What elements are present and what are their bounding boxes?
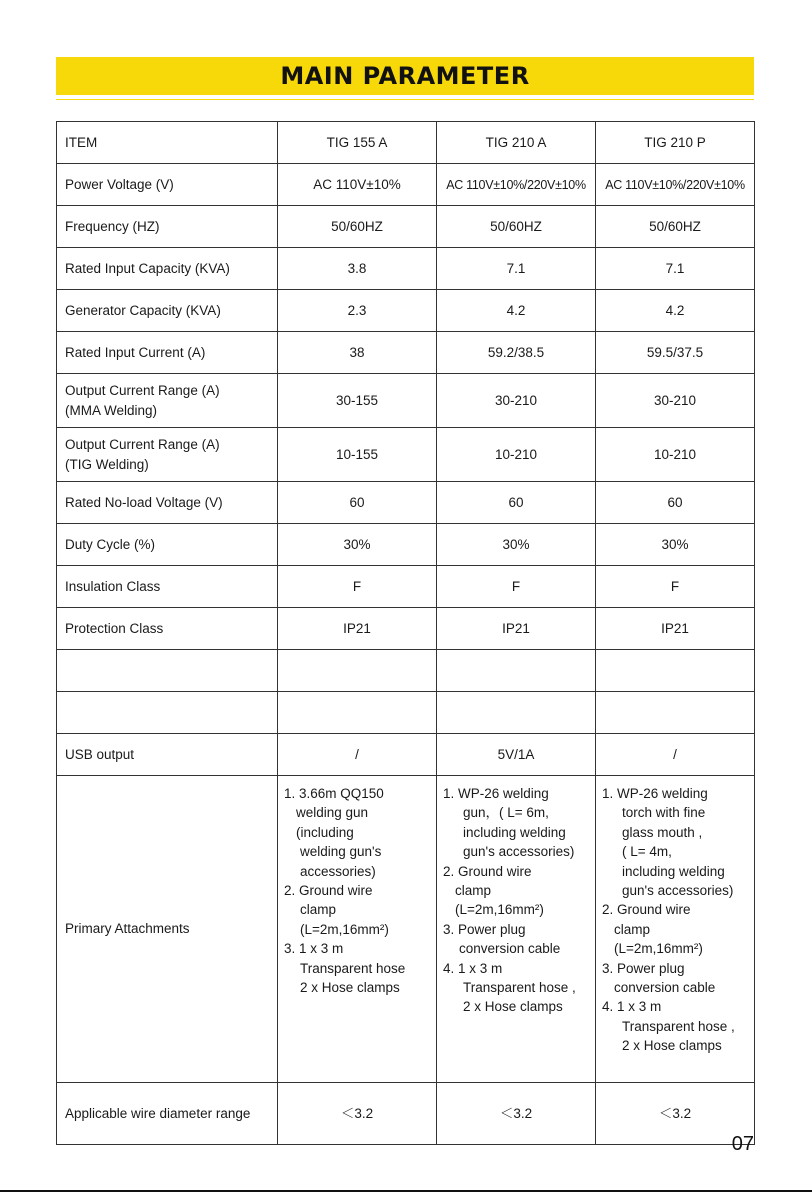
table-cell: 60 [437, 482, 596, 524]
table-cell: 59.5/37.5 [596, 332, 755, 374]
table-cell: 30-210 [596, 374, 755, 428]
table-row [57, 332, 755, 374]
attachment-line: 3. Power plug [443, 921, 526, 937]
table-cell: F [437, 566, 596, 608]
attachment-line: welding gun [296, 805, 369, 821]
attachment-line: 3. Power plug [602, 960, 685, 976]
table-row [57, 206, 755, 248]
table-cell: IP21 [596, 608, 755, 650]
attachment-line: clamp [614, 921, 651, 937]
attachment-line: gun's accessories) [622, 883, 734, 899]
table-cell: 50/60HZ [278, 206, 437, 248]
table-row [57, 734, 755, 776]
table-cell: F [278, 566, 437, 608]
table-cell: / [596, 734, 755, 776]
attachment-line: (L=2m,16mm²) [455, 902, 544, 918]
table-cell: 59.2/38.5 [437, 332, 596, 374]
table-cell: 60 [596, 482, 755, 524]
table-cell: IP21 [278, 608, 437, 650]
row-label: Duty Cycle (%) [57, 524, 278, 566]
row-label-line: (TIG Welding) [65, 456, 149, 472]
attachment-line: conversion cable [614, 980, 716, 996]
banner-underline [56, 99, 754, 100]
table-cell-empty [278, 692, 437, 734]
row-label-line: Output Current Range (A) [65, 436, 220, 452]
table-row [57, 290, 755, 332]
table-cell: 7.1 [596, 248, 755, 290]
table-row-empty [57, 692, 755, 734]
row-label: Rated No-load Voltage (V) [57, 482, 278, 524]
table-cell: ＜3.2 [278, 1083, 437, 1145]
table-cell-empty [57, 650, 278, 692]
attachments-tig155a [278, 776, 437, 1083]
table-cell: 5V/1A [437, 734, 596, 776]
table-row [57, 428, 755, 482]
table-cell: AC 110V±10% [278, 164, 437, 206]
attachment-line: 1. WP-26 welding [443, 786, 549, 801]
attachment-line: 1. 3.66m QQ150 [284, 786, 384, 801]
table-row [57, 608, 755, 650]
row-label: Primary Attachments [57, 776, 278, 1083]
row-label: Generator Capacity (KVA) [57, 290, 278, 332]
table-cell: AC 110V±10%/220V±10% [437, 164, 596, 206]
attachment-line: clamp [455, 883, 492, 899]
table-row [57, 374, 755, 428]
table-cell: IP21 [437, 608, 596, 650]
table-cell: 2.3 [278, 290, 437, 332]
attachment-line: 2 x Hose clamps [622, 1038, 722, 1054]
row-label: Applicable wire diameter range [57, 1083, 278, 1145]
table-cell-empty [437, 692, 596, 734]
row-label: Frequency (HZ) [57, 206, 278, 248]
attachment-line: (L=2m,16mm²) [300, 921, 389, 937]
table-cell: 7.1 [437, 248, 596, 290]
attachment-line: 2 x Hose clamps [463, 999, 563, 1015]
table-cell: 30% [437, 524, 596, 566]
attachment-line: including welding [622, 863, 725, 879]
section-banner [56, 57, 754, 95]
attachment-line: Transparent hose , [622, 1018, 735, 1034]
table-row-empty [57, 650, 755, 692]
attachment-line: conversion cable [459, 941, 561, 957]
row-label-line: Output Current Range (A) [65, 382, 220, 398]
table-cell: 50/60HZ [596, 206, 755, 248]
attachment-line: (including [296, 824, 354, 840]
table-cell: 60 [278, 482, 437, 524]
attachment-line: 1. WP-26 welding [602, 786, 708, 801]
column-header-tig210p: TIG 210 P [596, 122, 755, 164]
attachment-line: 3. 1 x 3 m [284, 941, 344, 957]
table-row-attachments [57, 776, 755, 1083]
table-cell-empty [437, 650, 596, 692]
attachment-line: accessories) [300, 863, 376, 879]
attachment-line: (L=2m,16mm²) [614, 941, 703, 957]
table-cell: 30-155 [278, 374, 437, 428]
table-cell: 30-210 [437, 374, 596, 428]
table-cell: F [596, 566, 755, 608]
table-cell: AC 110V±10%/220V±10% [596, 164, 755, 206]
table-row [57, 248, 755, 290]
page-title: MAIN PARAMETER [280, 62, 530, 90]
table-cell: ＜3.2 [596, 1083, 755, 1145]
attachment-line: including welding [463, 824, 566, 840]
table-cell-empty [278, 650, 437, 692]
attachment-line: 2. Ground wire [443, 863, 532, 879]
table-cell: 10-210 [596, 428, 755, 482]
table-cell: 50/60HZ [437, 206, 596, 248]
column-header-item: ITEM [57, 122, 278, 164]
attachment-line: torch with fine [622, 805, 706, 821]
attachment-line: 2. Ground wire [602, 902, 691, 918]
row-label-line: (MMA Welding) [65, 402, 158, 418]
table-row [57, 524, 755, 566]
attachment-line: gun，( L= 6m, [463, 805, 549, 821]
attachments-tig210p [596, 776, 755, 1083]
table-cell: 4.2 [596, 290, 755, 332]
attachment-line: clamp [300, 902, 337, 918]
attachment-line: gun's accessories) [463, 844, 575, 860]
attachment-line: Transparent hose [300, 960, 406, 976]
table-cell: 4.2 [437, 290, 596, 332]
row-label: Rated Input Current (A) [57, 332, 278, 374]
row-label [57, 374, 278, 428]
table-header-row [57, 122, 755, 164]
table-cell: / [278, 734, 437, 776]
table-cell: 30% [278, 524, 437, 566]
attachment-line: 2. Ground wire [284, 883, 373, 899]
row-label: USB output [57, 734, 278, 776]
attachment-line: glass mouth , [622, 824, 703, 840]
attachment-line: welding gun's [300, 844, 382, 860]
table-cell: 38 [278, 332, 437, 374]
table-cell-empty [596, 692, 755, 734]
row-label: Rated Input Capacity (KVA) [57, 248, 278, 290]
attachment-line: 4. 1 x 3 m [443, 960, 503, 976]
attachment-line: Transparent hose , [463, 980, 576, 996]
table-row [57, 566, 755, 608]
attachment-line: 4. 1 x 3 m [602, 999, 662, 1015]
table-cell: 3.8 [278, 248, 437, 290]
parameter-table [56, 121, 755, 1145]
column-header-tig210a: TIG 210 A [437, 122, 596, 164]
attachments-tig210a [437, 776, 596, 1083]
table-cell: 30% [596, 524, 755, 566]
table-cell-empty [57, 692, 278, 734]
table-cell: 10-155 [278, 428, 437, 482]
table-row [57, 482, 755, 524]
row-label: Power Voltage (V) [57, 164, 278, 206]
table-cell: ＜3.2 [437, 1083, 596, 1145]
attachment-line: ( L= 4m, [622, 844, 672, 860]
table-cell: 10-210 [437, 428, 596, 482]
page-number: 07 [731, 1133, 754, 1155]
row-label: Insulation Class [57, 566, 278, 608]
table-row [57, 164, 755, 206]
row-label [57, 428, 278, 482]
column-header-tig155a: TIG 155 A [278, 122, 437, 164]
table-row [57, 1083, 755, 1145]
row-label: Protection Class [57, 608, 278, 650]
attachment-line: 2 x Hose clamps [300, 980, 400, 996]
table-cell-empty [596, 650, 755, 692]
